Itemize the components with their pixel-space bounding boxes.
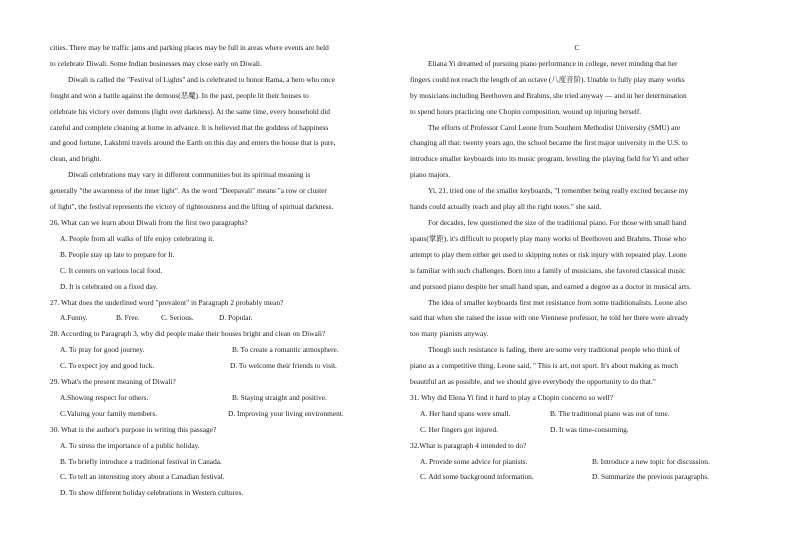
question-28-options-row-2 <box>50 358 386 374</box>
question-26-option-d[interactable]: D. It is celebrated on a fixed day. <box>60 281 158 291</box>
question-28-stem: 28. According to Paragraph 3, why did people make their houses bright and clean on Diwali? <box>50 329 326 339</box>
passage-line: piano majors. <box>410 170 451 180</box>
question-30-stem: 30. What is the author's purpose in writing this passage? <box>50 424 217 434</box>
passage-line: fought and won a battle against the demons(恶魔). In the past, people lit their houses to <box>50 90 309 100</box>
passage-line: is familiar with such challenges. Born into a family of musicians, she favored classical music <box>410 265 686 275</box>
question-27-option-b[interactable]: B. Free. <box>116 313 140 323</box>
question-32-option-d[interactable]: D. Summarize the previous paragraphs. <box>592 472 709 482</box>
question-29-option-d[interactable]: D. Improving your living environment. <box>228 408 344 418</box>
passage-line: generally "the awareness of the inner light". As the word "Deepavali" means "a row or cluster <box>50 186 327 196</box>
question-29-stem: 29. What's the present meaning of Diwali? <box>50 377 176 387</box>
question-31-option-b[interactable]: B. The traditional piano was out of tune. <box>550 408 670 418</box>
question-29-options-row-2 <box>50 406 386 422</box>
question-32-option-b[interactable]: B. Introduce a new topic for discussion. <box>592 456 710 466</box>
passage-line: to spend hours practicing one Chopin composition, wound up injuring herself. <box>410 106 642 116</box>
passage-line: clean, and bright. <box>50 154 102 164</box>
question-30-option-d[interactable]: D. To show different holiday celebrations in Western cultures. <box>60 488 244 498</box>
question-31-options-row-2 <box>410 422 744 438</box>
question-29-option-b[interactable]: B. Staying straight and positive. <box>232 392 327 402</box>
question-32-option-c[interactable]: C. Add some background information. <box>420 472 534 482</box>
passage-line: spans(掌距), it's difficult to properly play many works of Beethoven and Brahms. Those who <box>410 233 686 243</box>
passage-line: said that when she raised the issue with one Viennese professor, he told her there were already <box>410 313 689 323</box>
question-29-options-row-1 <box>50 390 386 406</box>
question-32-options-row-1 <box>410 454 744 470</box>
passage-line: beautiful art as possible, and we should give everybody the opportunity to do that." <box>410 377 656 387</box>
question-27-option-a[interactable]: A.Funny. <box>60 313 88 323</box>
passage-line: Diwali is called the "Festival of Lights" and is celebrated to honor Rama, a hero who once <box>68 74 335 84</box>
question-29-option-a[interactable]: A.Showing respect for others. <box>60 392 149 402</box>
question-29-option-c[interactable]: C.Valuing your family members. <box>60 408 158 418</box>
question-26-option-c[interactable]: C. It centers on various local food. <box>60 265 163 275</box>
question-30-option-b[interactable]: B. To briefly introduce a traditional festival in Canada. <box>60 456 222 466</box>
question-30-option-a[interactable]: A. To stress the importance of a public holiday. <box>60 440 200 450</box>
passage-line: introduce smaller keyboards into its music program, leveling the playing field for Yi and other <box>410 154 689 164</box>
question-30-option-c[interactable]: C. To tell an interesting story about a Canadian festival. <box>60 472 225 482</box>
question-28-option-c[interactable]: C. To expect joy and good luck. <box>60 361 155 371</box>
passage-line: Yi, 21, tried one of the smaller keyboards, "I remember being really excited because my <box>428 186 689 196</box>
question-26-option-a[interactable]: A. People from all walks of life enjoy celebrating it. <box>60 233 215 243</box>
question-31-option-d[interactable]: D. It was time-consuming. <box>550 424 629 434</box>
passage-line: of light", the festival represents the victory of righteousness and the lifting of spiritual darkness. <box>50 202 334 212</box>
passage-line: fingers could not reach the length of an octave (八度音阶). Unable to fully play many works <box>410 74 685 84</box>
passage-line: The efforts of Professor Carol Leone from Southern Methodist University (SMU) are <box>428 122 681 132</box>
passage-line: to celebrate Diwali. Some Indian businesses may close early on Diwali. <box>50 58 262 68</box>
question-28-option-d[interactable]: D. To welcome their friends to visit. <box>230 361 337 371</box>
passage-line: Though such resistance is fading, there are some very traditional people who think of <box>428 345 681 355</box>
passage-line: attempt to play them either get used to skipping notes or risk injury with repeated play. Leone <box>410 249 687 259</box>
question-31-options-row-1 <box>410 406 744 422</box>
passage-line: celebrate his victory over demons (light over darkness). At the same time, every household did <box>50 106 330 116</box>
passage-line: careful and complete cleaning at home in advance. It is believed that the goddess of happiness <box>50 122 329 132</box>
question-32-stem: 32.What is paragraph 4 intended to do? <box>410 440 527 450</box>
question-32-options-row-2 <box>410 469 744 485</box>
question-27-stem: 27. What does the underlined word "prevalent" in Paragraph 2 probably mean? <box>50 297 284 307</box>
question-26-option-b[interactable]: B. People stay up late to prepare for It. <box>60 249 175 259</box>
section-label: C <box>574 43 580 52</box>
passage-line: piano as a competitive thing. Leone said, " This is art, not sport. It's about making as much <box>410 361 678 371</box>
question-31-option-c[interactable]: C. Her fingers got injured. <box>420 424 498 434</box>
right-column <box>410 40 744 485</box>
passage-line: by musicians including Beethoven and Brahms, she tried anyway — and in her determination <box>410 90 687 100</box>
question-28-options-row-1 <box>50 342 386 358</box>
passage-line: hands could actually reach and play all the right notes." she said. <box>410 202 602 212</box>
passage-line: changing all that: twenty years ago, the school became the first major university in the U.S. to <box>410 138 688 148</box>
question-32-option-a[interactable]: A. Provide some advice for pianists. <box>420 456 528 466</box>
passage-line: cities. There may be traffic jams and parking places may be full in areas where events are held <box>50 43 329 52</box>
left-column <box>50 40 386 501</box>
passage-line: too many pianists anyway. <box>410 329 489 339</box>
passage-line: The idea of smaller keyboards first met resistance from some traditionalists. Leone also <box>428 297 687 307</box>
question-26-stem: 26. What can we learn about Diwali from the first two paragraphs? <box>50 217 248 227</box>
passage-line: Eliana Yi dreamed of pursuing piano performance in college, never minding that her <box>428 58 678 68</box>
question-27-options <box>50 310 386 326</box>
question-27-option-d[interactable]: D. Popular. <box>219 313 253 323</box>
question-28-option-a[interactable]: A. To pray for good journey. <box>60 345 145 355</box>
passage-line: For decades, few questioned the size of the traditional piano. For those with small hand <box>428 217 687 227</box>
question-31-option-a[interactable]: A. Her hand spans were small. <box>420 408 511 418</box>
passage-line: Diwali celebrations may vary in different communities but its spiritual meaning is <box>68 170 311 180</box>
question-31-stem: 31. Why did Elena Yi find it hard to play a Chopin concerto so well? <box>410 392 613 402</box>
question-27-option-c[interactable]: C. Serious. <box>161 313 194 323</box>
passage-line: and pursued piano despite her small hand span, and earned a degree as a doctor in musical arts. <box>410 281 691 291</box>
passage-line: and good fortune, Lakshmi travels around the Earth on this day and enters the house that is pure, <box>50 138 336 148</box>
question-28-option-b[interactable]: B. To create a romantic atmosphere. <box>232 345 339 355</box>
